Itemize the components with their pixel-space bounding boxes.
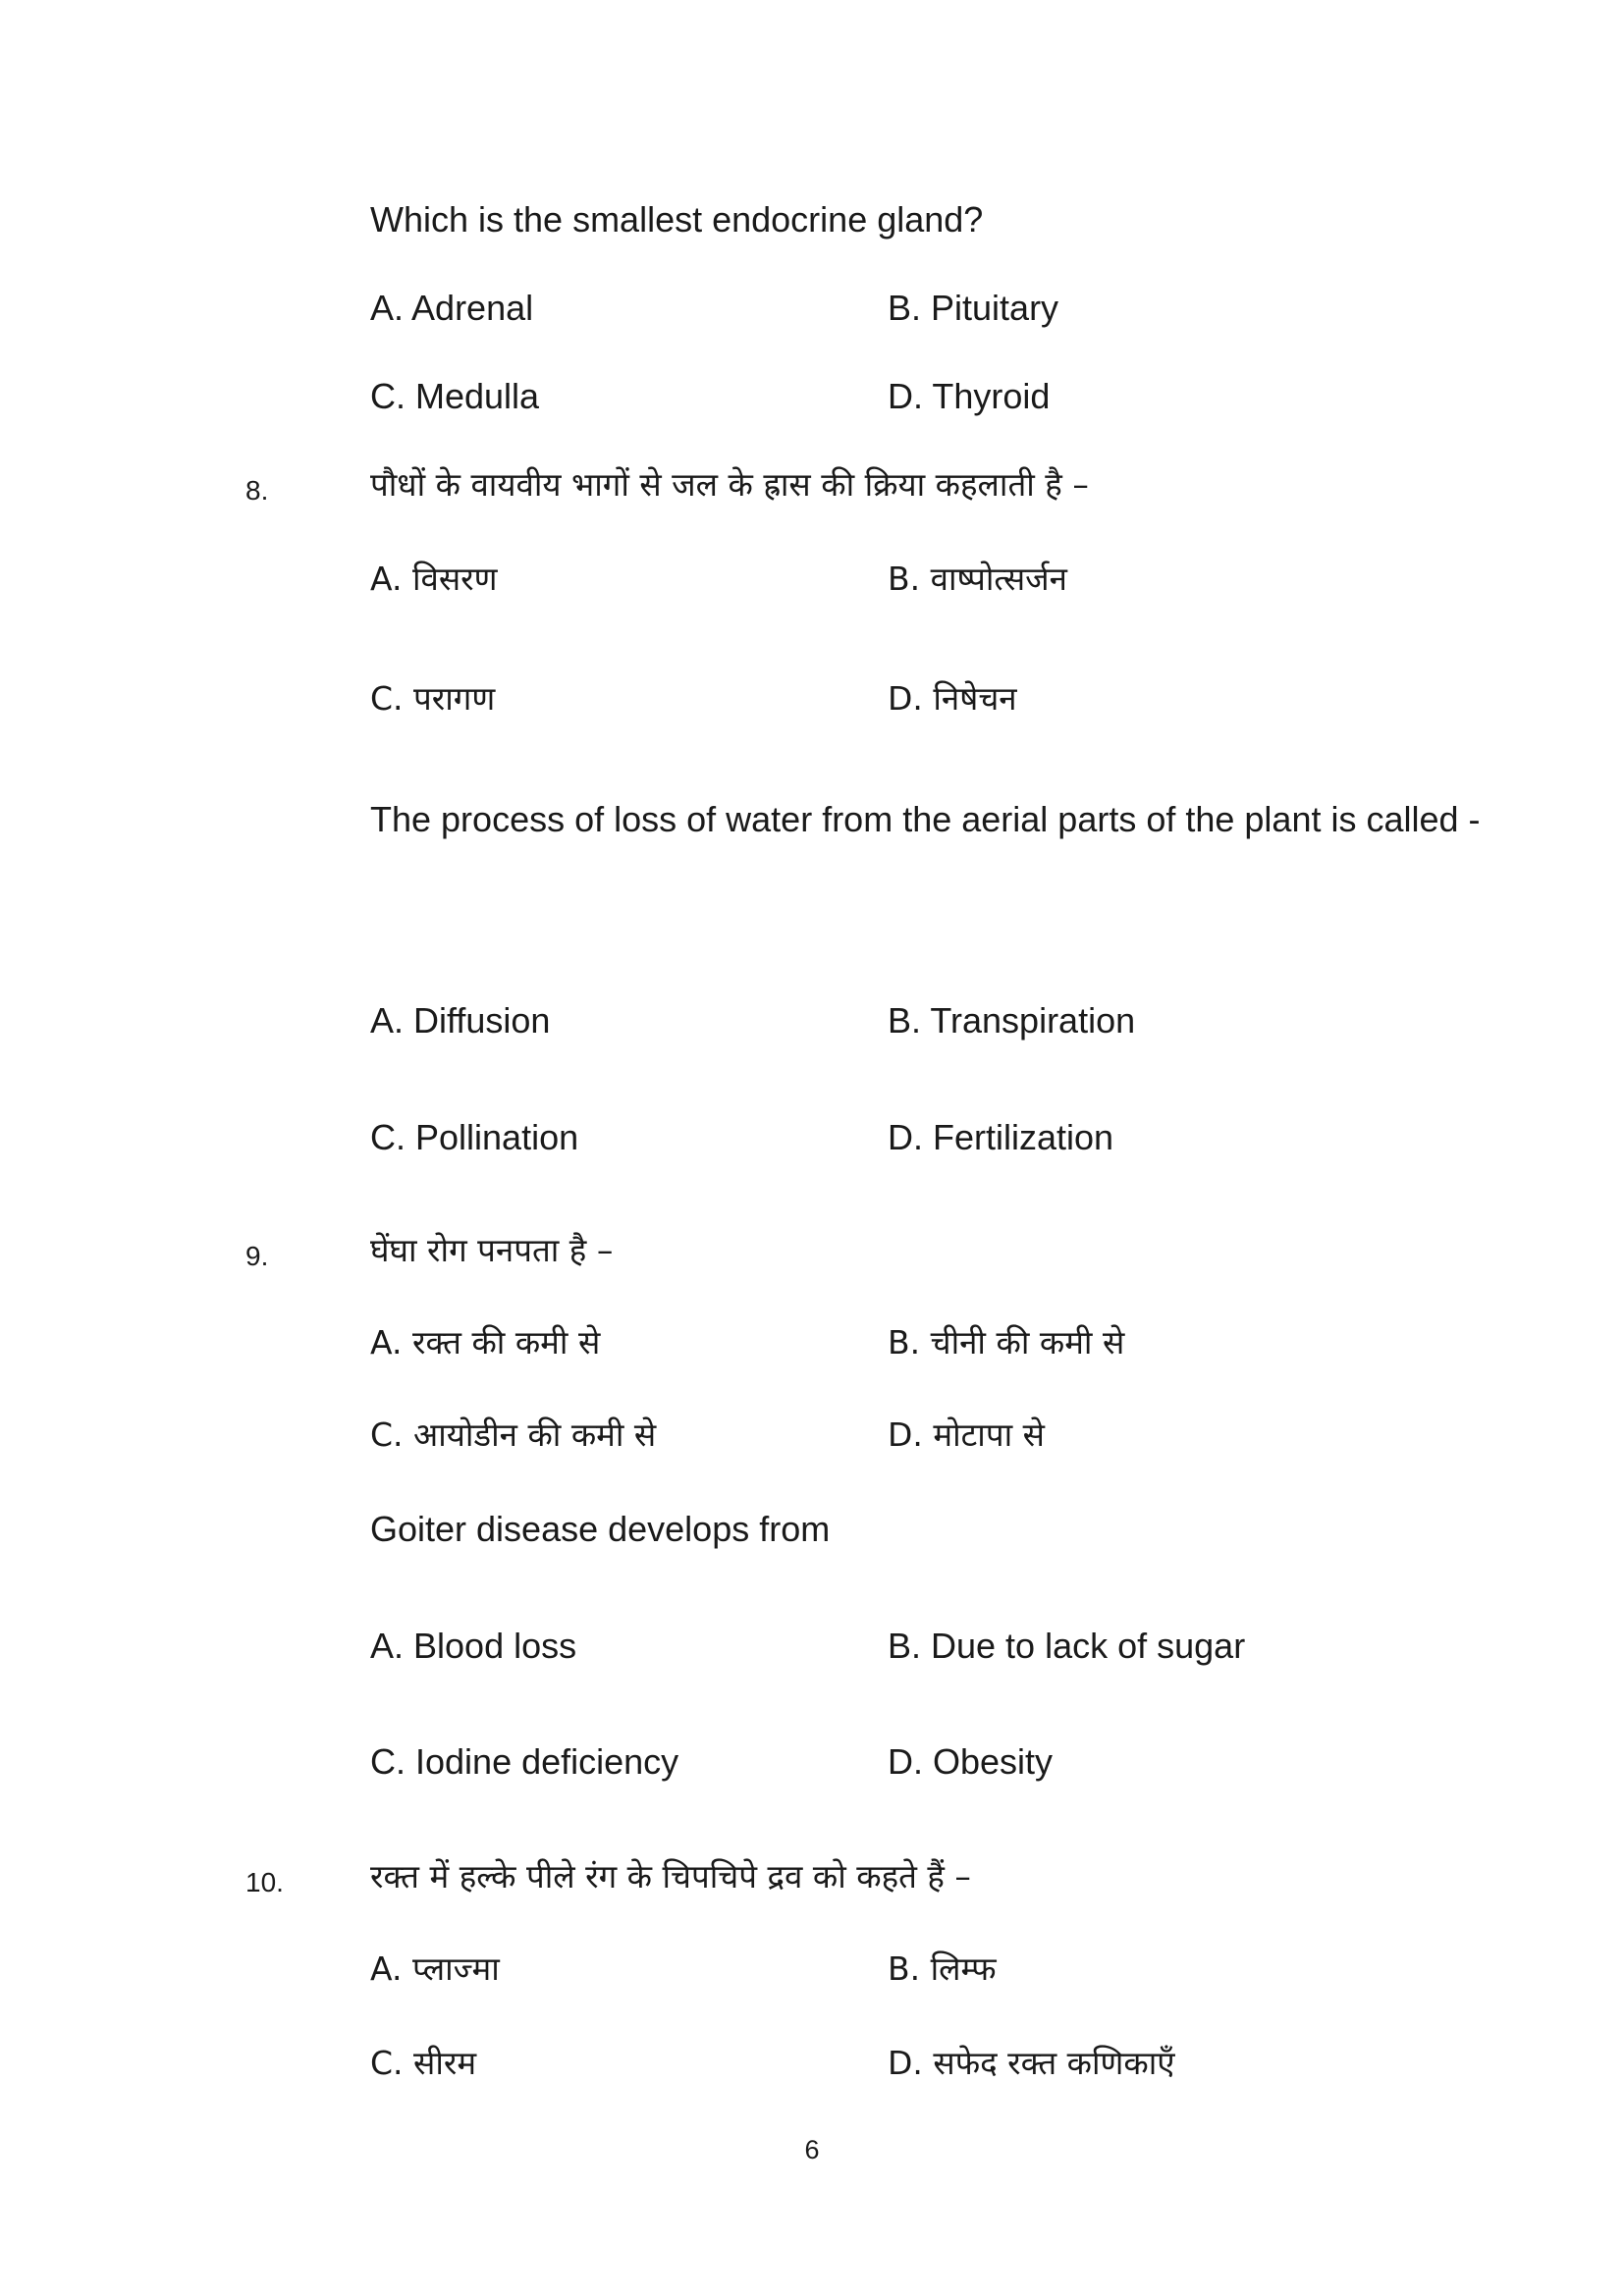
- q8-en-option-b: B. Transpiration: [888, 1000, 1136, 1041]
- question-9-en-text: Goiter disease develops from: [370, 1509, 831, 1549]
- q9-en-option-c: C. Iodine deficiency: [370, 1741, 679, 1782]
- q7-option-b: B. Pituitary: [888, 288, 1059, 328]
- q9-en-option-d: D. Obesity: [888, 1741, 1054, 1782]
- q9-hi-option-d: D. मोटापा से: [888, 1415, 1045, 1454]
- q9-hi-option-a: A. रक्त की कमी से: [370, 1323, 601, 1362]
- question-7-en-text: Which is the smallest endocrine gland?: [370, 199, 984, 240]
- q9-hi-option-b: B. चीनी की कमी से: [888, 1323, 1125, 1362]
- q9-en-option-a: A. Blood loss: [370, 1626, 577, 1666]
- question-8-number: 8.: [245, 475, 269, 506]
- question-9-number: 9.: [245, 1241, 269, 1271]
- q8-en-option-d: D. Fertilization: [888, 1117, 1114, 1157]
- q7-option-a: A. Adrenal: [370, 288, 534, 328]
- q10-hi-option-d: D. सफेद रक्त कणिकाएँ: [888, 2044, 1175, 2082]
- question-8-en-text: The process of loss of water from the aerial parts of the plant is called -: [370, 799, 1481, 839]
- q8-en-option-a: A. Diffusion: [370, 1000, 551, 1041]
- q10-hi-option-b: B. लिम्फ: [888, 1949, 997, 1988]
- question-10-number: 10.: [245, 1867, 284, 1897]
- question-9-hi-text: घेंघा रोग पनपता है –: [370, 1231, 614, 1269]
- q8-hi-option-a: A. विसरण: [370, 560, 498, 598]
- q9-en-option-b: B. Due to lack of sugar: [888, 1626, 1246, 1666]
- q10-hi-option-a: A. प्लाज्मा: [370, 1949, 500, 1988]
- q8-hi-option-d: D. निषेचन: [888, 679, 1017, 718]
- q8-en-option-c: C. Pollination: [370, 1117, 579, 1157]
- q7-option-d: D. Thyroid: [888, 376, 1051, 416]
- question-10-hi-text: रक्त में हल्के पीले रंग के चिपचिपे द्रव को कहते हैं –: [370, 1857, 971, 1896]
- q9-hi-option-c: C. आयोडीन की कमी से: [370, 1415, 657, 1454]
- q8-hi-option-b: B. वाष्पोत्सर्जन: [888, 560, 1067, 598]
- question-8-hi-text: पौधों के वायवीय भागों से जल के ह्रास की क्रिया कहलाती है –: [370, 465, 1089, 504]
- page-number: 6: [804, 2135, 820, 2164]
- q10-hi-option-c: C. सीरम: [370, 2044, 477, 2082]
- q8-hi-option-c: C. परागण: [370, 679, 496, 718]
- q7-option-c: C. Medulla: [370, 376, 540, 416]
